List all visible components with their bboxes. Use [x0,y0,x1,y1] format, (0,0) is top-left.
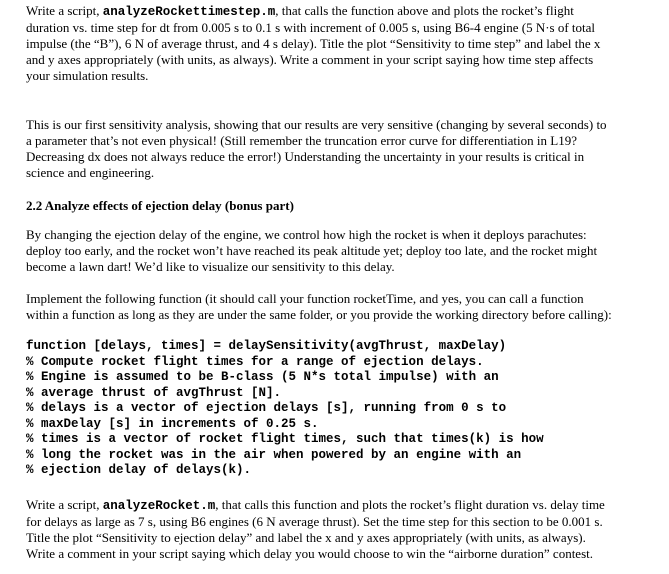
code-block-delay-sensitivity [26,339,544,479]
text-span: Write a script, [26,3,103,18]
text-line: Write a comment in your script saying which delay you would choose to win the “airborne duration” contest. [26,546,593,561]
code-line: % Compute rocket flight times for a range of ejection delays. [26,354,484,369]
code-line: % ejection delay of delays(k). [26,463,252,477]
text-line: deploy too early, and the rocket won’t have reached its peak altitude yet; deploy too late, and the rocket might [26,243,598,258]
text-line: Implement the following function (it should call your function rocketTime, and yes, you can call a function [26,291,584,306]
paragraph-sensitivity-analysis [26,117,658,181]
code-line: % long the rocket was in the air when powered by an engine with an [26,447,522,462]
code-line: % average thrust of avgThrust [N]. [26,385,282,400]
text-line: This is our first sensitivity analysis, showing that our results are very sensitive (changing by several seconds) to [26,117,607,132]
text-line: Title the plot “Sensitivity to ejection delay” and label the x and y axes appropriately (with units, as always). [26,530,586,545]
paragraph-analyze-rocket [26,497,658,562]
code-line: % maxDelay [s] in increments of 0.25 s. [26,416,319,431]
text-line: for delays as large as 7 s, using B6 engines (6 N average thrust). Set the time step for this section to be 0.001 s. [26,514,603,529]
text-line: your simulation results. [26,68,149,83]
text-line: and y axes appropriately (with units, as always). Write a comment in your script saying how time step affects [26,52,594,67]
text-line: impulse (the “B”), 6 N of average thrust, and 4 s delay). Title the plot “Sensitivity to time step” and label the x [26,36,601,51]
text-line: By changing the ejection delay of the engine, we control how high the rocket is when it deploys parachutes: [26,227,587,242]
inline-code-filename: analyzeRocket.m [102,499,216,513]
paragraph-implement-function [26,291,658,323]
inline-code-filename: analyzeRockettimestep.m [102,5,276,19]
code-line: function [delays, times] = delaySensitivity(avgThrust, maxDelay) [26,339,507,353]
text-line: become a lawn dart! We’d like to visualize our sensitivity to this delay. [26,259,395,274]
code-line: % delays is a vector of ejection delays [s], running from 0 s to [26,401,507,415]
text-line: a parameter that’s not even physical! (Still remember the truncation error curve for differentiation in L19? [26,133,577,148]
text-line: Decreasing dx does not always reduce the error!) Understanding the uncertainty in your results is critical in [26,149,585,164]
text-span: , that calls the function above and plots the rocket’s flight [275,3,574,18]
paragraph-analyze-timestep [26,3,658,84]
code-line: % Engine is assumed to be B-class (5 N*s total impulse) with an [26,370,499,384]
code-line: % times is a vector of rocket flight times, such that times(k) is how [26,432,544,446]
section-heading: 2.2 Analyze effects of ejection delay (bonus part) [26,198,294,213]
paragraph-ejection-delay-intro [26,227,658,275]
text-line: science and engineering. [26,165,155,180]
text-line: within a function as long as they are under the same folder, or you provide the working directory before calling): [26,307,612,322]
text-line [26,3,658,20]
text-span: Write a script, [26,497,103,512]
text-line [26,497,658,514]
text-line: duration vs. time step for dt from 0.005 s to 0.1 s with increment of 0.005 s, using B6-4 engine (5 N·s of total [26,20,596,35]
text-span: , that calls this function and plots the rocket’s flight duration vs. delay time [215,497,605,512]
